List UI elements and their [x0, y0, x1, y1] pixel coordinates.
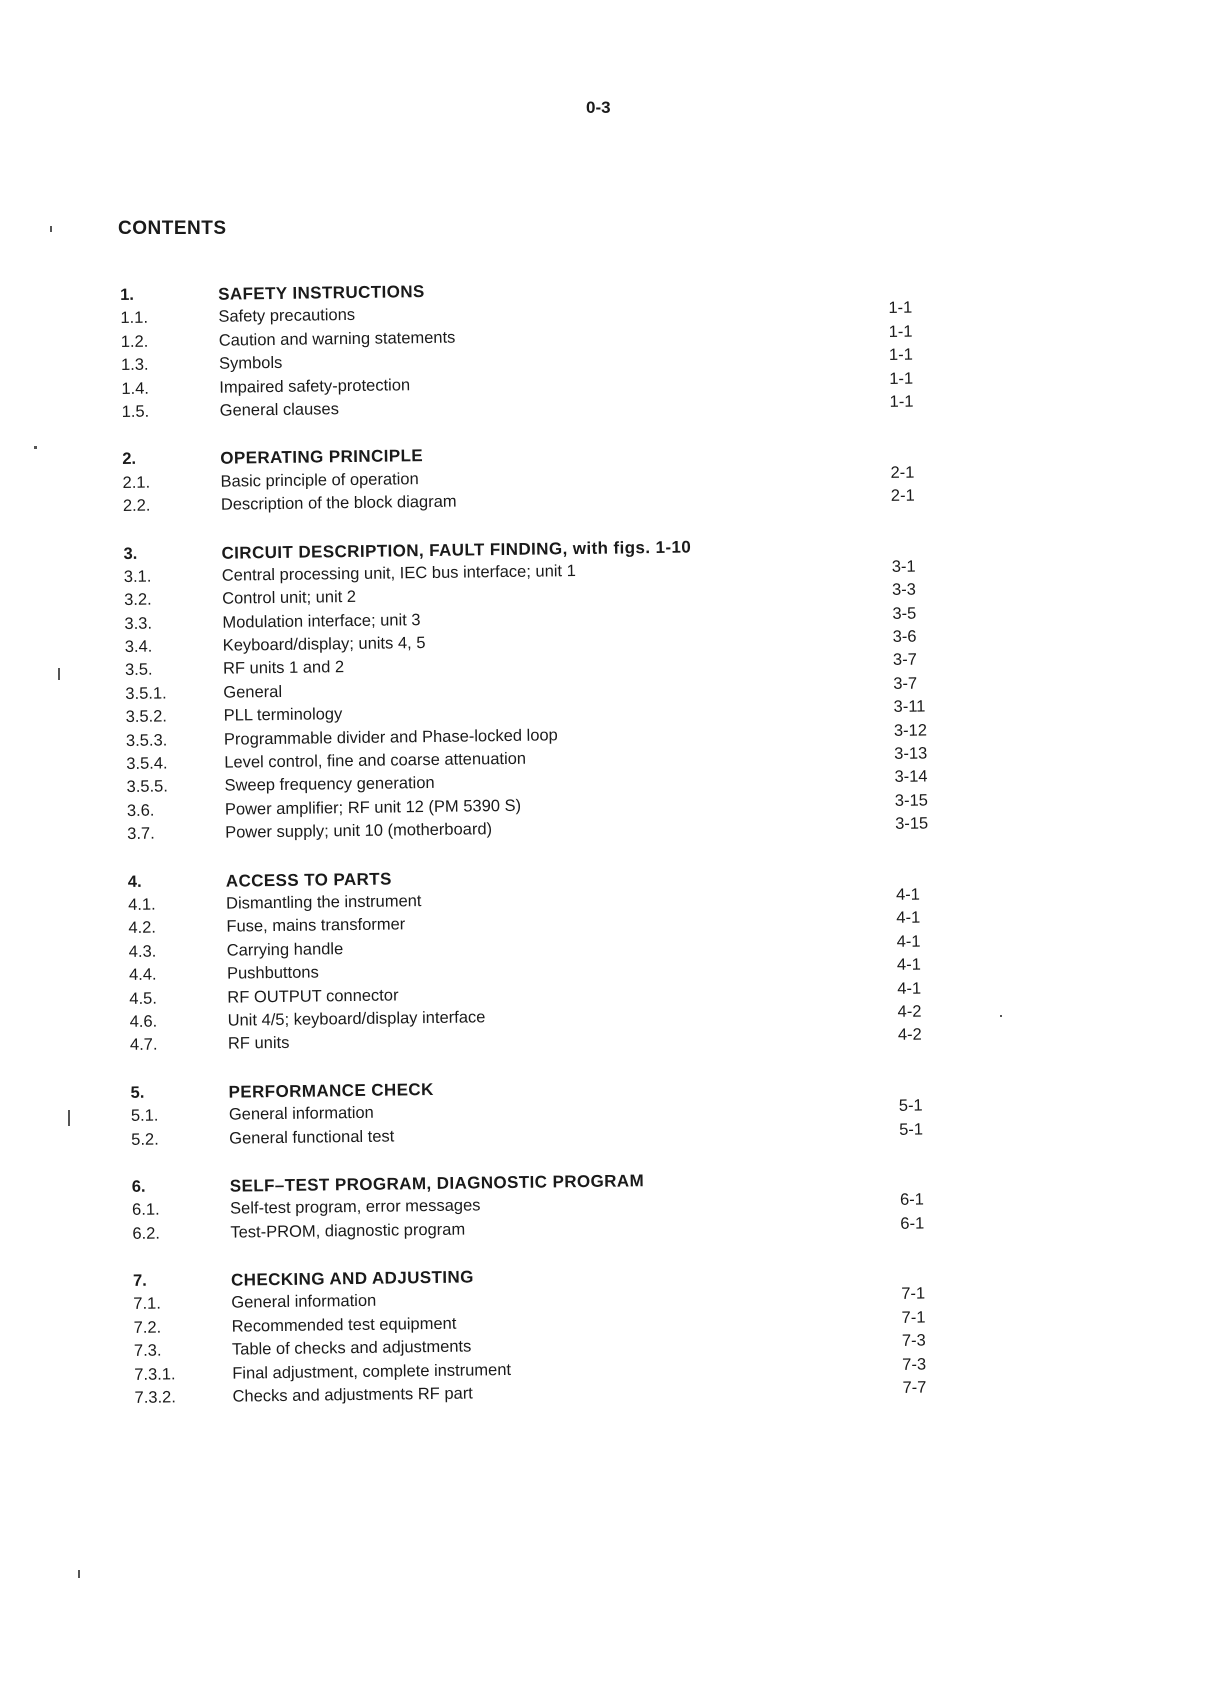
toc-page: 3-15: [895, 814, 929, 834]
toc-num: 7.3.1.: [134, 1364, 176, 1384]
toc-num: 3.5.5.: [126, 777, 169, 797]
toc-num: 1.3.: [120, 355, 149, 375]
toc-page: 1-1: [889, 392, 914, 411]
toc-label: Safety precautions: [218, 306, 356, 327]
toc-label: Keyboard/display; units 4, 5: [222, 634, 426, 655]
toc-page: 3-11: [893, 697, 926, 717]
toc-num: 6.2.: [132, 1224, 161, 1243]
table-of-contents: [120, 273, 965, 1434]
toc-num: 3.5.: [124, 661, 153, 680]
toc-page: 4-1: [896, 932, 921, 951]
toc-page: 7-1: [901, 1285, 926, 1304]
toc-label: Description of the block diagram: [220, 492, 457, 514]
contents-title: CONTENTS: [118, 218, 227, 239]
toc-num: 1.: [120, 285, 135, 304]
toc-num: 6.: [131, 1177, 146, 1196]
toc-label: Symbols: [218, 354, 283, 373]
toc-num: 7.3.: [133, 1341, 162, 1361]
toc-page: 4-1: [897, 979, 922, 998]
toc-page: 1-1: [888, 299, 913, 318]
toc-num: 7.3.2.: [134, 1388, 176, 1407]
toc-label: Programmable divider and Phase-locked loop: [223, 725, 558, 749]
toc-label: PLL terminology: [223, 705, 343, 725]
toc-page: 4-1: [896, 955, 921, 975]
toc-num: 7.: [132, 1271, 147, 1290]
toc-num: 3.6.: [126, 801, 155, 820]
toc-num: 4.5.: [129, 989, 157, 1008]
toc-label: CIRCUIT DESCRIPTION, FAULT FINDING, with figs. 1-10: [221, 537, 692, 563]
toc-page: 6-1: [899, 1190, 925, 1210]
toc-num: 6.1.: [132, 1200, 160, 1220]
toc-page: 3-14: [894, 767, 928, 787]
toc-num: 3.1.: [123, 567, 152, 586]
toc-section: [122, 437, 953, 518]
toc-label: General clauses: [219, 400, 340, 420]
toc-label: SELF–TEST PROGRAM, DIAGNOSTIC PROGRAM: [229, 1171, 645, 1196]
toc-page: 4-1: [896, 908, 921, 928]
toc-label: General: [223, 682, 283, 702]
toc-page: 2-1: [890, 463, 915, 482]
toc-num: 3.5.2.: [125, 707, 168, 727]
toc-label: SAFETY INSTRUCTIONS: [218, 282, 425, 304]
toc-label: Basic principle of operation: [220, 469, 419, 491]
toc-label: RF OUTPUT connector: [227, 985, 399, 1007]
toc-page: 1-1: [888, 345, 913, 365]
toc-num: 4.2.: [128, 918, 157, 938]
toc-label: Checks and adjustments RF part: [232, 1384, 473, 1406]
toc-page: 3-15: [894, 791, 928, 810]
toc-page: 4-2: [897, 1002, 922, 1021]
toc-label: RF units 1 and 2: [222, 658, 345, 679]
toc-page: 3-5: [892, 604, 917, 623]
scan-speck: [68, 1110, 70, 1126]
toc-num: 4.6.: [129, 1012, 158, 1031]
toc-num: 4.1.: [128, 895, 156, 914]
toc-label: Self-test program, error messages: [229, 1196, 481, 1218]
toc-page: 3-7: [893, 674, 918, 693]
toc-label: Pushbuttons: [226, 963, 319, 983]
toc-num: 4.3.: [128, 942, 157, 961]
toc-label: Control unit; unit 2: [222, 588, 357, 608]
toc-num: 4.4.: [128, 965, 157, 985]
toc-num: 3.4.: [124, 637, 153, 657]
toc-num: 3.5.4.: [126, 754, 168, 773]
toc-page: 1-1: [888, 322, 913, 341]
scan-speck: [50, 226, 52, 232]
toc-section: [132, 1165, 963, 1246]
toc-page: 3-13: [894, 744, 928, 763]
toc-label: Caution and warning statements: [218, 328, 456, 350]
toc-label: ACCESS TO PARTS: [225, 869, 392, 891]
toc-label: Modulation interface; unit 3: [222, 610, 421, 632]
toc-page: 3-7: [892, 651, 917, 670]
toc-section: [128, 860, 960, 1058]
scan-speck: [34, 446, 37, 449]
toc-page: 3-1: [891, 557, 916, 576]
toc-num: 2.1.: [122, 473, 151, 492]
toc-page: 7-3: [902, 1355, 927, 1374]
toc-page: 2-1: [890, 486, 915, 506]
toc-label: Table of checks and adjustments: [231, 1337, 472, 1359]
toc-label: Power supply; unit 10 (motherboard): [225, 820, 493, 842]
toc-label: General functional test: [229, 1126, 395, 1148]
scan-speck: [1000, 1015, 1002, 1017]
toc-section: [120, 273, 952, 424]
toc-label: Sweep frequency generation: [224, 774, 435, 796]
toc-page: 5-1: [899, 1120, 924, 1139]
toc-label: CHECKING AND ADJUSTING: [230, 1267, 474, 1290]
toc-num: 3.5.3.: [125, 731, 168, 750]
toc-label: General information: [231, 1292, 377, 1313]
toc-label: Central processing unit, IEC bus interface; unit 1: [221, 561, 576, 585]
toc-num: 3.5.1.: [125, 684, 167, 703]
toc-page: 6-1: [900, 1214, 925, 1233]
toc-label: Test-PROM, diagnostic program: [230, 1220, 466, 1242]
scan-speck: [58, 668, 60, 680]
toc-label: Dismantling the instrument: [226, 892, 422, 913]
toc-section: [123, 532, 957, 847]
toc-num: 3.7.: [127, 824, 155, 844]
toc-num: 3.3.: [124, 614, 153, 633]
toc-num: 5.1.: [130, 1106, 159, 1126]
toc-label: Recommended test equipment: [231, 1314, 457, 1336]
toc-label: OPERATING PRINCIPLE: [220, 446, 424, 469]
toc-label: Impaired safety-protection: [219, 375, 411, 397]
toc-num: 2.2.: [122, 496, 151, 516]
toc-page: 3-6: [892, 627, 917, 646]
toc-section: [130, 1071, 961, 1152]
toc-num: 5.2.: [131, 1130, 159, 1149]
toc-label: Final adjustment, complete instrument: [232, 1360, 512, 1383]
toc-num: 3.: [123, 544, 138, 563]
toc-num: 4.: [127, 872, 142, 891]
toc-label: RF units: [227, 1034, 290, 1053]
toc-page: 7-3: [901, 1331, 926, 1351]
toc-num: 1.4.: [121, 379, 150, 398]
toc-label: Carrying handle: [226, 939, 344, 960]
toc-num: 7.2.: [133, 1318, 162, 1337]
toc-label: Level control, fine and coarse attenuation: [224, 749, 527, 772]
toc-label: Power amplifier; RF unit 12 (PM 5390 S): [224, 796, 522, 819]
toc-num: 1.1.: [120, 309, 149, 328]
toc-page: 3-3: [891, 580, 917, 600]
toc-label: PERFORMANCE CHECK: [228, 1079, 434, 1102]
toc-num: 7.1.: [133, 1295, 162, 1314]
toc-num: 4.7.: [129, 1035, 158, 1055]
toc-label: Unit 4/5; keyboard/display interface: [227, 1008, 486, 1030]
toc-num: 5.: [130, 1083, 145, 1102]
toc-page: 3-12: [893, 721, 928, 740]
toc-num: 2.: [122, 450, 137, 469]
toc-page: 7-7: [902, 1378, 927, 1397]
toc-label: Fuse, mains transformer: [226, 915, 406, 937]
toc-num: 3.2.: [124, 590, 152, 610]
toc-num: 1.5.: [121, 402, 150, 421]
toc-num: 1.2.: [120, 332, 149, 351]
toc-label: General information: [228, 1103, 374, 1124]
toc-page: 4-2: [897, 1025, 922, 1045]
toc-page: 7-1: [901, 1308, 926, 1327]
scan-speck: [78, 1570, 80, 1578]
toc-page: 5-1: [898, 1096, 923, 1115]
toc-page: 4-1: [895, 885, 921, 904]
toc-section: [133, 1259, 965, 1410]
page-number: 0-3: [586, 98, 611, 117]
toc-page: 1-1: [889, 369, 914, 388]
